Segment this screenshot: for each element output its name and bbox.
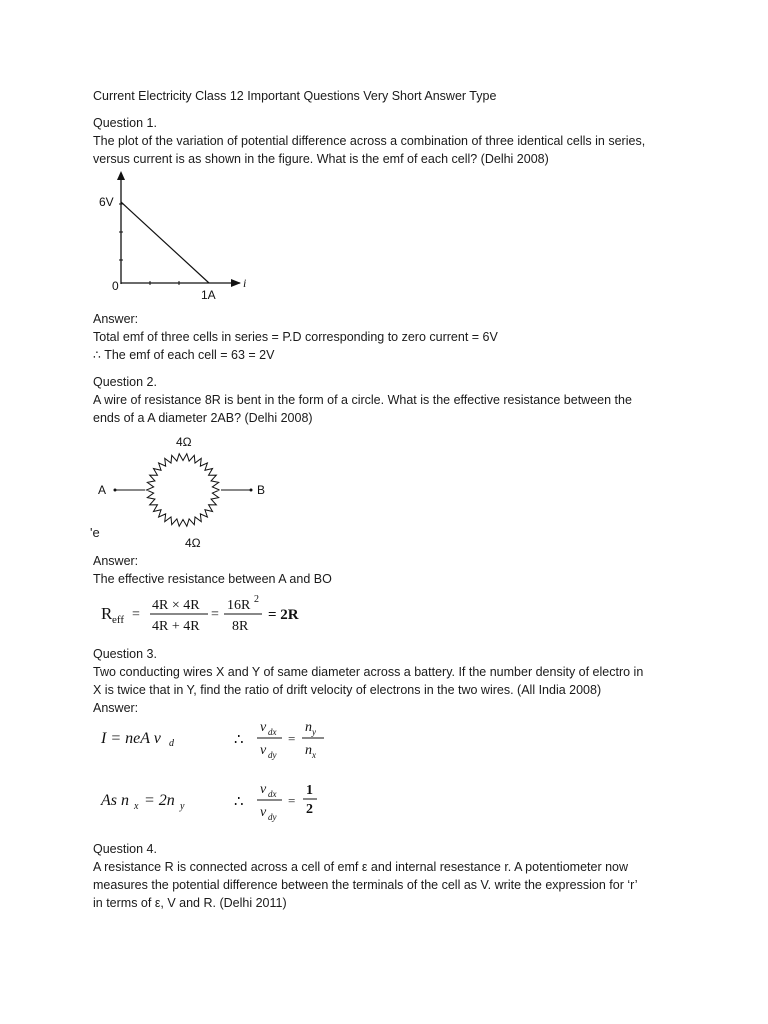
q3-equation-1 (98, 716, 338, 766)
q4-text-line2: measures the potential difference between the terminals of the cell as V. write the expression for ‘r’ (93, 878, 638, 892)
eq1-rnum: n (305, 720, 312, 735)
eq2-therefore: ∴ (234, 794, 244, 810)
eq1-den: v (260, 743, 267, 758)
q1-answer-label: Answer: (93, 312, 139, 326)
x-value-label: 1A (201, 288, 216, 302)
fraction2-denominator: 8R (232, 619, 249, 634)
plot-line (121, 202, 209, 283)
eq1-rden-sub: x (312, 750, 316, 760)
eq1-rnum-sub: y (312, 727, 316, 737)
fraction2-numerator: 16R (227, 598, 251, 613)
q3-answer-label: Answer: (93, 701, 139, 715)
fraction1-numerator: 4R × 4R (152, 598, 200, 613)
q1-text-line1: The plot of the variation of potential difference across a combination of three identical cells in series, (93, 134, 646, 148)
eq2-den-sub: dy (268, 812, 277, 822)
q2-text-line2: ends of a A diameter 2AB? (Delhi 2008) (93, 411, 313, 425)
eq1-den-sub: dy (268, 750, 277, 760)
eq2-equals: = (288, 793, 296, 808)
q2-answer-line1: The effective resistance between A and BO (93, 572, 332, 586)
fraction2-numerator-sup: 2 (254, 594, 259, 605)
formula-result: = 2R (268, 607, 299, 623)
eq1-equals: = (288, 731, 296, 746)
eq2-num: v (260, 782, 267, 797)
formula-eq: = (132, 607, 140, 622)
q3-heading: Question 3. (93, 647, 157, 661)
formula-lhs: R (101, 604, 113, 623)
q1-text-line2: versus current is as shown in the figure. What is the emf of each cell? (Delhi 2008) (93, 152, 549, 166)
bottom-resistance-label: 4Ω (185, 536, 201, 550)
resistor-wire-circle (147, 454, 220, 527)
stray-text: 'e (90, 525, 100, 540)
q1-heading: Question 1. (93, 116, 157, 130)
q4-text-line1: A resistance R is connected across a cell of emf ε and internal resestance r. A potentiometer now (93, 860, 629, 874)
terminal-a (114, 489, 117, 492)
formula-eq2: = (211, 607, 219, 622)
q2-text-line1: A wire of resistance 8R is bent in the form of a circle. What is the effective resistance between the (93, 393, 632, 407)
q1-answer-line2: ∴ The emf of each cell = 63 = 2V (93, 348, 275, 362)
terminal-a-label: A (98, 483, 107, 497)
q4-text-line3: in terms of ε, V and R. (Delhi 2011) (93, 896, 287, 910)
x-axis-arrow (231, 279, 241, 287)
eq1-num: v (260, 720, 267, 735)
q3-text-line2: X is twice that in Y, find the ratio of drift velocity of electrons in the two wires. (All India 2008) (93, 683, 602, 697)
top-resistance-label: 4Ω (176, 435, 192, 449)
eq1-therefore: ∴ (234, 732, 244, 748)
q2-formula (98, 592, 318, 636)
eq2-num-sub: dx (268, 789, 277, 799)
q1-answer-line1: Total emf of three cells in series = P.D corresponding to zero current = 6V (93, 330, 498, 344)
y-axis-arrow (117, 171, 125, 180)
fraction1-denominator: 4R + 4R (152, 619, 200, 634)
page-title: Current Electricity Class 12 Important Questions Very Short Answer Type (93, 89, 497, 103)
eq2-rnum: 1 (306, 783, 313, 798)
eq2-mid: = 2n (144, 792, 175, 809)
eq2-lhs-sub: x (134, 801, 139, 812)
q2-answer-label: Answer: (93, 554, 139, 568)
y-value-label: 6V (99, 195, 114, 209)
x-axis-label: i (243, 276, 247, 290)
eq2-mid-sub: y (180, 801, 185, 812)
eq1-lhs: I = neA v (101, 730, 161, 747)
eq2-den: v (260, 805, 267, 820)
eq1-rden: n (305, 743, 312, 758)
q4-heading: Question 4. (93, 842, 157, 856)
eq1-lhs-sub: d (169, 738, 174, 749)
q1-vi-graph (95, 168, 255, 308)
q2-circle-figure (93, 430, 283, 552)
eq2-lhs: As n (101, 792, 129, 809)
terminal-b-label: B (257, 483, 266, 497)
q3-equation-2 (98, 778, 338, 828)
q3-text-line1: Two conducting wires X and Y of same diameter across a battery. If the number density of electro in (93, 665, 644, 679)
eq2-rden: 2 (306, 802, 313, 817)
terminal-b (250, 489, 253, 492)
origin-label: 0 (112, 279, 119, 293)
q2-heading: Question 2. (93, 375, 157, 389)
eq1-num-sub: dx (268, 727, 277, 737)
formula-lhs-sub: eff (112, 614, 125, 626)
